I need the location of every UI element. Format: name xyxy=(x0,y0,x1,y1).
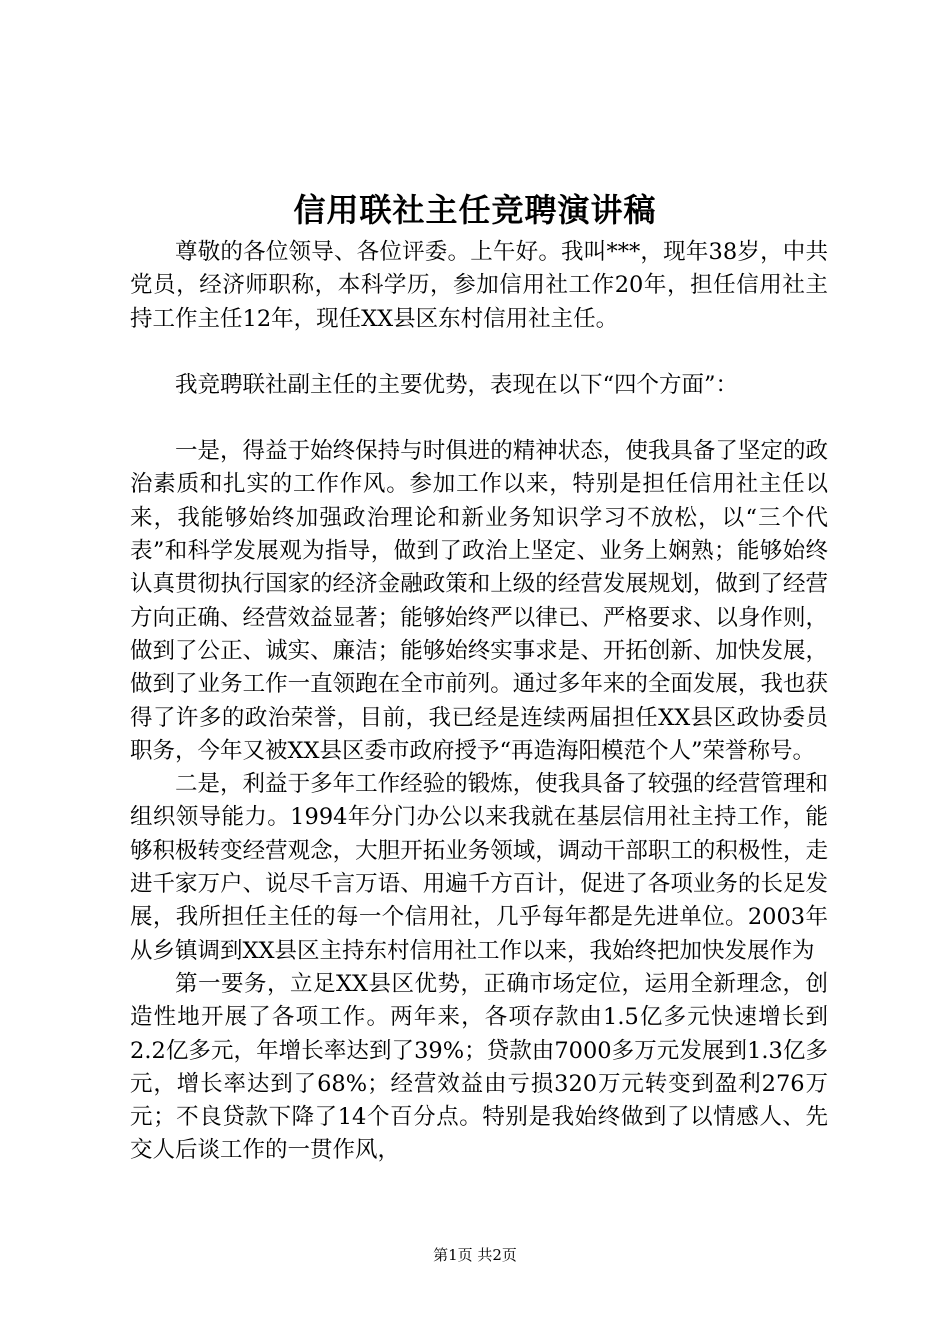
paragraph-advantages: 我竞聘联社副主任的主要优势，表现在以下“四个方面”： xyxy=(175,371,739,398)
paragraph-intro: 尊敬的各位领导、各位评委。上午好。我叫***，现年38岁，中共党员，经济师职称，本科学历，参加信用社工作20年，担任信用社主持工作主任12年，现任XX县区东村信用社主任。 xyxy=(130,239,828,332)
document-title: 信用联社主任竞聘演讲稿 xyxy=(293,191,657,229)
paragraph-point-two: 二是，利益于多年工作经验的锻炼，使我具备了较强的经营管理和组织领导能力。1994年分门办公以来我就在基层信用社主持工作，能够积极转变经营观念，大胆开拓业务领域，调动干部职工的积极性，走进千家万户、说尽千言万语、用遍千方百计，促进了各项业务的长足发展，我所担任主任的每一个信用社，几乎每年都是先进单位。2003年从乡镇调到XX县区主持东村信用社工作以来，我始终把加快发展作为 xyxy=(130,771,828,964)
paragraph-point-one: 一是，得益于始终保持与时俱进的精神状态，使我具备了坚定的政治素质和扎实的工作作风。参加工作以来，特别是担任信用社主任以来，我能够始终加强政治理论和新业务知识学习不放松，以“三个代表”和科学发展观为指导，做到了政治上坚定、业务上娴熟；能够始终认真贯彻执行国家的经济金融政策和上级的经营发展规划，做到了经营方向正确、经营效益显著；能够始终严以律已、严格要求、以身作则，做到了公正、诚实、廉洁；能够始终实事求是、开拓创新、加快发展，做到了业务工作一直领跑在全市前列。通过多年来的全面发展，我也获得了许多的政治荣誉，目前，我已经是连续两届担任XX县区政协委员职务，今年又被XX县区委市政府授予“再造海阳模范个人”荣誉称号。 xyxy=(130,438,828,764)
paragraph-continuation: 第一要务，立足XX县区优势，正确市场定位，运用全新理念，创造性地开展了各项工作。两年来，各项存款由1.5亿多元快速增长到2.2亿多元，年增长率达到了39%；贷款由7000多万元发展到1.3亿多元，增长率达到了68%；经营效益由亏损320万元转变到盈利276万元；不良贷款下降了14个百分点。特别是我始终做到了以情感人、先交人后谈工作的一贯作风， xyxy=(130,970,828,1164)
document-body xyxy=(130,236,828,1168)
page-footer: 第1页 共2页 xyxy=(433,1246,517,1264)
